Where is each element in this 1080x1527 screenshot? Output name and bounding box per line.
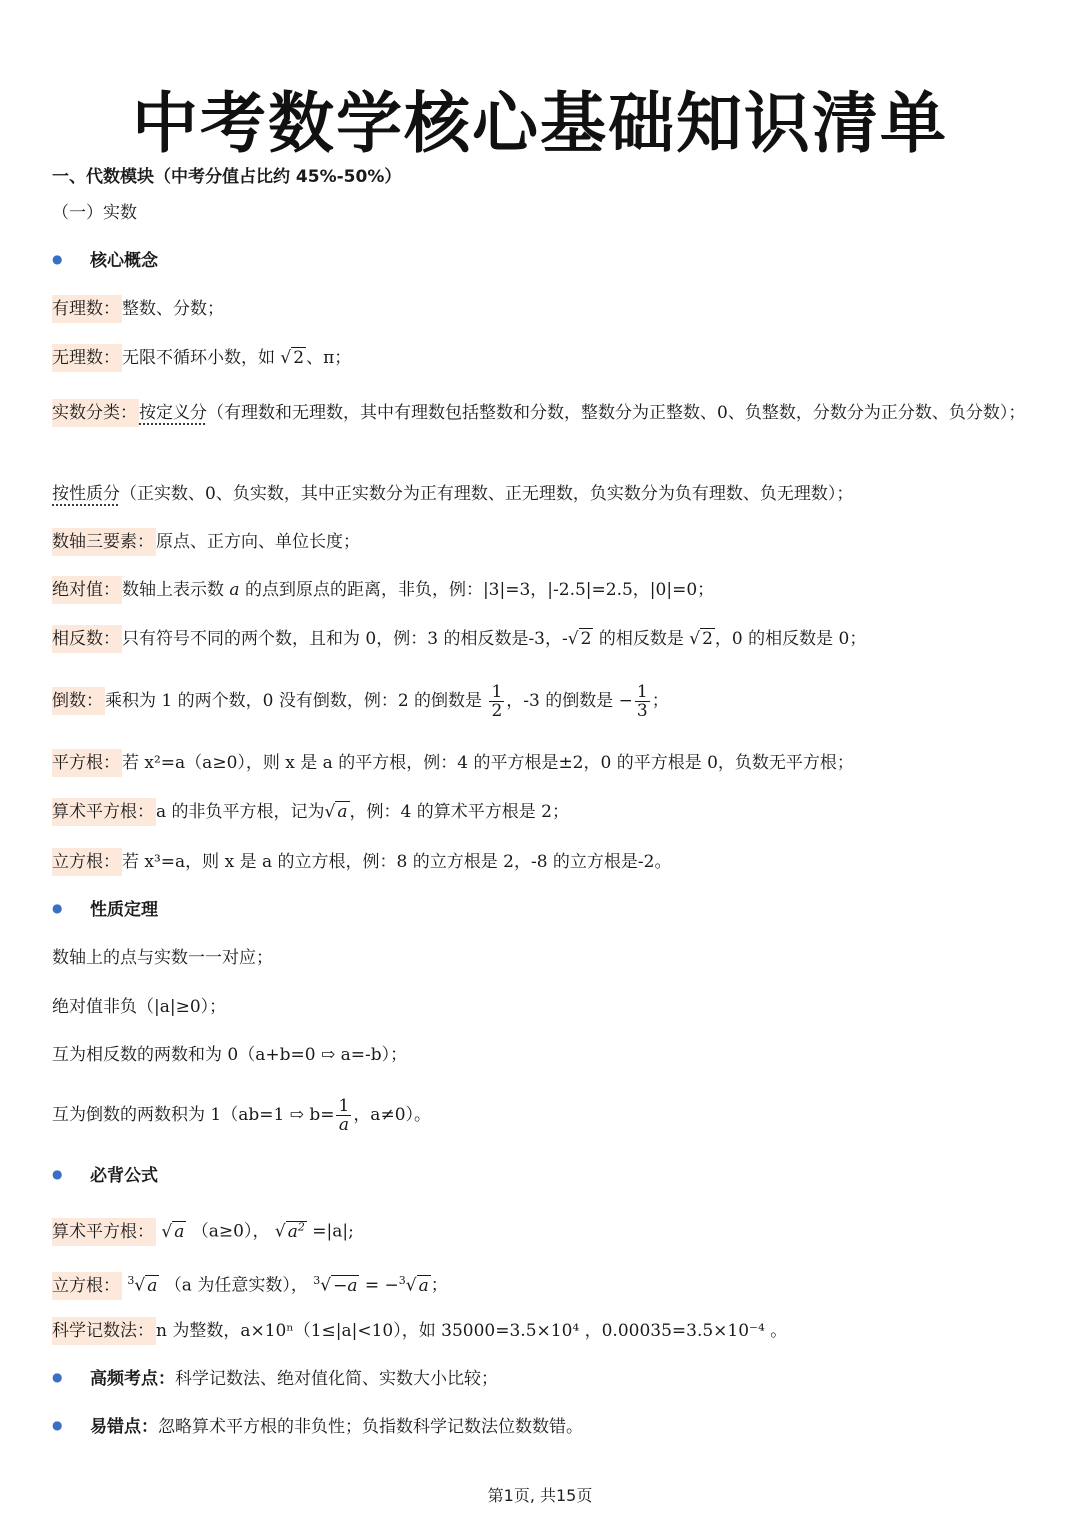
cube-root-a-symbol: $^3$√ a [398, 1274, 429, 1296]
term-text: ，例：4 的算术平方根是 2； [349, 802, 569, 822]
term-text: 数轴上表示数 [122, 580, 224, 600]
bullet-properties: 性质定理 [90, 900, 158, 920]
term-text: （a≥0）， [191, 1221, 270, 1242]
section-heading: 一、代数模块（中考分值占比约 45%-50%） [52, 167, 402, 187]
term-label: 算术平方根： [52, 1218, 156, 1246]
term-text: 的相反数是 [598, 629, 684, 649]
term-label: 绝对值： [52, 576, 122, 604]
term-label: 数轴三要素： [52, 528, 156, 556]
term-label: 实数分类： [52, 399, 139, 427]
term-text: = − [364, 1275, 399, 1296]
term-text: （有理数和无理数，其中有理数包括整数和分数，整数分为正整数、0、负整数，分数分为正分 [207, 403, 915, 423]
property-4 [52, 1094, 1040, 1136]
sqrt-a-symbol: √ a [161, 1221, 185, 1242]
item-opposite [52, 626, 1040, 652]
bullet-core-concepts: 核心概念 [90, 251, 158, 271]
cube-root-neg-a-symbol: $^3$√ −a [313, 1274, 358, 1296]
formula-scientific-notation [52, 1318, 1040, 1344]
formula-cube-root [52, 1268, 1040, 1299]
formula-arithmetic-root [52, 1214, 1040, 1245]
term-text: 的点到原点的距离，非负，例：|3|=3，|-2.5|=2.5，|0|=0； [244, 580, 715, 600]
bullet-dot: ● [52, 1418, 63, 1432]
item-square-root [52, 750, 1040, 776]
term-text: 乘积为 1 的两个数，0 没有倒数，例：2 的倒数是 [105, 691, 483, 711]
term-text: （a 为任意实数）， [164, 1275, 308, 1296]
term-label: 平方根： [52, 749, 122, 777]
page-footer: 第1页, 共15页 [487, 1486, 593, 1505]
term-text: （正实数、0、负实数，其中正实数分为正有理数、正无理数，负实数分为负有理数、负无理数）； [120, 484, 854, 504]
fraction-one-third: $\frac{1}{3}$ [636, 682, 648, 721]
term-label: 倒数： [52, 687, 105, 715]
math-var: a [229, 580, 240, 600]
fraction-one-half: $\frac{1}{2}$ [491, 682, 503, 721]
hot-points-text: 科学记数法、绝对值化简、实数大小比较； [175, 1369, 498, 1389]
hot-points-label: 高频考点： [90, 1369, 175, 1389]
term-label: 相反数： [52, 625, 122, 653]
sqrt-a-squared-symbol: √ $a^2$ [274, 1220, 305, 1242]
term-label: 无理数： [52, 344, 122, 372]
term-text: 互为倒数的两数积为 1（ab=1 ⇨ b= [52, 1105, 335, 1125]
item-cube-root [52, 849, 1040, 875]
subsection-heading: （一）实数 [52, 203, 137, 223]
term-text: ，a≠0）。 [353, 1105, 432, 1125]
term-text: ； [430, 1275, 448, 1296]
term-text: 若 x²=a（a≥0），则 x 是 a 的平方根，例：4 的平方根是±2，0 的平方根是 0，负数无平方根； [122, 753, 854, 773]
bullet-dot: ● [52, 252, 63, 266]
term-text: n 为整数，a×10ⁿ（1≤|a|<10），如 35000=3.5×10⁴ ，0.00035=3.5×10⁻⁴ 。 [156, 1321, 788, 1341]
bullet-formulas: 必背公式 [90, 1166, 158, 1186]
term-text: 原点、正方向、单位长度； [156, 532, 360, 552]
term-emphasis: 按性质分 [52, 484, 120, 504]
error-points-label: 易错点： [90, 1417, 158, 1437]
term-text: 只有符号不同的两个数，且和为 0，例：3 的相反数是-3，- [122, 629, 568, 649]
item-irrational [52, 345, 1040, 371]
term-text: 无限不循环小数，如 [122, 348, 275, 368]
item-reciprocal [52, 680, 1040, 722]
term-emphasis: 按定义分 [139, 403, 207, 423]
property-3: 互为相反数的两数和为 0（a+b=0 ⇨ a=-b）； [52, 1045, 408, 1065]
term-text: 数、负分数）； [914, 403, 1026, 423]
item-classification-2 [52, 481, 1040, 507]
term-text: a 的非负平方根，记为 [156, 802, 325, 822]
term-label: 算术平方根： [52, 798, 156, 826]
term-text: ； [651, 691, 669, 711]
term-label: 立方根： [52, 1272, 122, 1300]
cube-root-a-symbol: $^3$√ a [127, 1274, 158, 1296]
term-text: 若 x³=a，则 x 是 a 的立方根，例：8 的立方根是 2，-8 的立方根是-2。 [122, 852, 672, 872]
term-text: 、π； [306, 348, 352, 368]
bullet-dot: ● [52, 1167, 63, 1181]
item-rational [52, 296, 1040, 322]
fraction-one-over-a: $\frac{1}{a}$ [338, 1096, 350, 1135]
error-points-text: 忽略算术平方根的非负性；负指数科学记数法位数数错。 [158, 1417, 583, 1437]
page-title: 中考数学核心基础知识清单 [132, 85, 948, 162]
sqrt-2-symbol: √ 2 [567, 629, 592, 649]
item-arithmetic-root [52, 799, 1040, 825]
bullet-hot-points [90, 1366, 498, 1392]
term-text: ，0 的相反数是 0； [714, 629, 867, 649]
item-classification [52, 395, 1040, 431]
item-number-axis [52, 529, 1040, 555]
term-text: ，-3 的倒数是 − [506, 691, 633, 711]
term-label: 立方根： [52, 848, 122, 876]
bullet-error-points [90, 1414, 583, 1440]
bullet-dot: ● [52, 1370, 63, 1384]
property-2: 绝对值非负（|a|≥0）； [52, 997, 227, 1017]
sqrt-a-symbol: √ a [324, 802, 348, 822]
sqrt-2-symbol: √ 2 [689, 629, 713, 649]
item-absolute-value [52, 577, 1040, 603]
term-text: =|a|; [312, 1221, 354, 1242]
sqrt-2-symbol: √ 2 [280, 348, 305, 368]
term-label: 有理数： [52, 295, 122, 323]
term-text: 整数、分数； [122, 299, 224, 319]
bullet-dot: ● [52, 901, 63, 915]
term-label: 科学记数法： [52, 1317, 156, 1345]
property-1: 数轴上的点与实数一一对应； [52, 948, 273, 968]
